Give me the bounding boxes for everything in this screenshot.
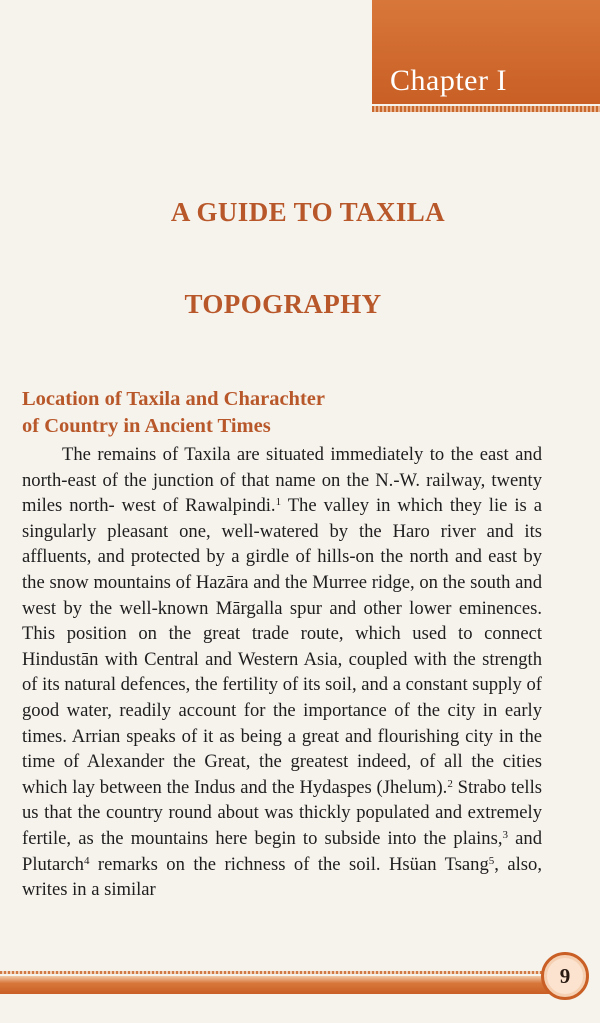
section-heading-line-2: of Country in Ancient Times bbox=[22, 415, 271, 437]
text-run: The valley in which they lie is a singularly pleasant one, well-watered by the Haro river and its affluents, and protected by a girdle of hills-on the north and east by the snow mountains of Hazāra and the Murree ridge, on the south and west by the well-known Mārgalla spur and other lower eminences. This position on the great trade route, which used to connect Hindustān with Central and Western Asia, coupled with the strength of its natural defences, the fertility of its soil, and a constant supply of good water, readily account for the importance of the city in early times. Arrian speaks of it as being a great and flourishing city in the time of Alexander the Great, the greatest indeed, of all the cities which lay between the Indus and the Hydaspes (Jhelum). bbox=[22, 495, 542, 798]
section-heading-line-1: Location of Taxila and Charachter bbox=[22, 388, 325, 410]
footnote-ref: 4 bbox=[83, 854, 90, 867]
section-heading bbox=[22, 386, 582, 440]
footnote-ref: 5 bbox=[488, 854, 495, 867]
chapter-banner bbox=[372, 0, 600, 104]
page-number-badge bbox=[541, 952, 589, 1000]
footer-band bbox=[0, 976, 556, 994]
text-run: Strabo tells us that the country round about was thickly populated and extremely fertile, as the mountains here begin to subside into the plains, bbox=[22, 776, 542, 849]
text-run: and Plutarch bbox=[22, 827, 542, 875]
text-run: , also, writes in a similar bbox=[22, 853, 542, 901]
footnote-ref: 2 bbox=[447, 777, 453, 790]
page-number: 9 bbox=[559, 963, 571, 988]
page-subtitle: TOPOGRAPHY bbox=[184, 289, 382, 319]
text-run: remarks on the richness of the soil. Hsüan Tsang bbox=[89, 853, 489, 875]
footnote-ref: 1 bbox=[275, 496, 282, 509]
chapter-rule bbox=[372, 106, 600, 112]
chapter-label: Chapter I bbox=[390, 64, 507, 97]
paragraph bbox=[22, 442, 542, 903]
footnote-ref: 3 bbox=[502, 828, 508, 841]
page-title: A GUIDE TO TAXILA bbox=[170, 197, 446, 227]
text-run: The remains of Taxila are situated immediately to the east and north-east of the junction of that name on the N.-W. railway, twenty miles north- west of Rawalpindi. bbox=[22, 444, 542, 517]
body-text bbox=[22, 442, 542, 903]
